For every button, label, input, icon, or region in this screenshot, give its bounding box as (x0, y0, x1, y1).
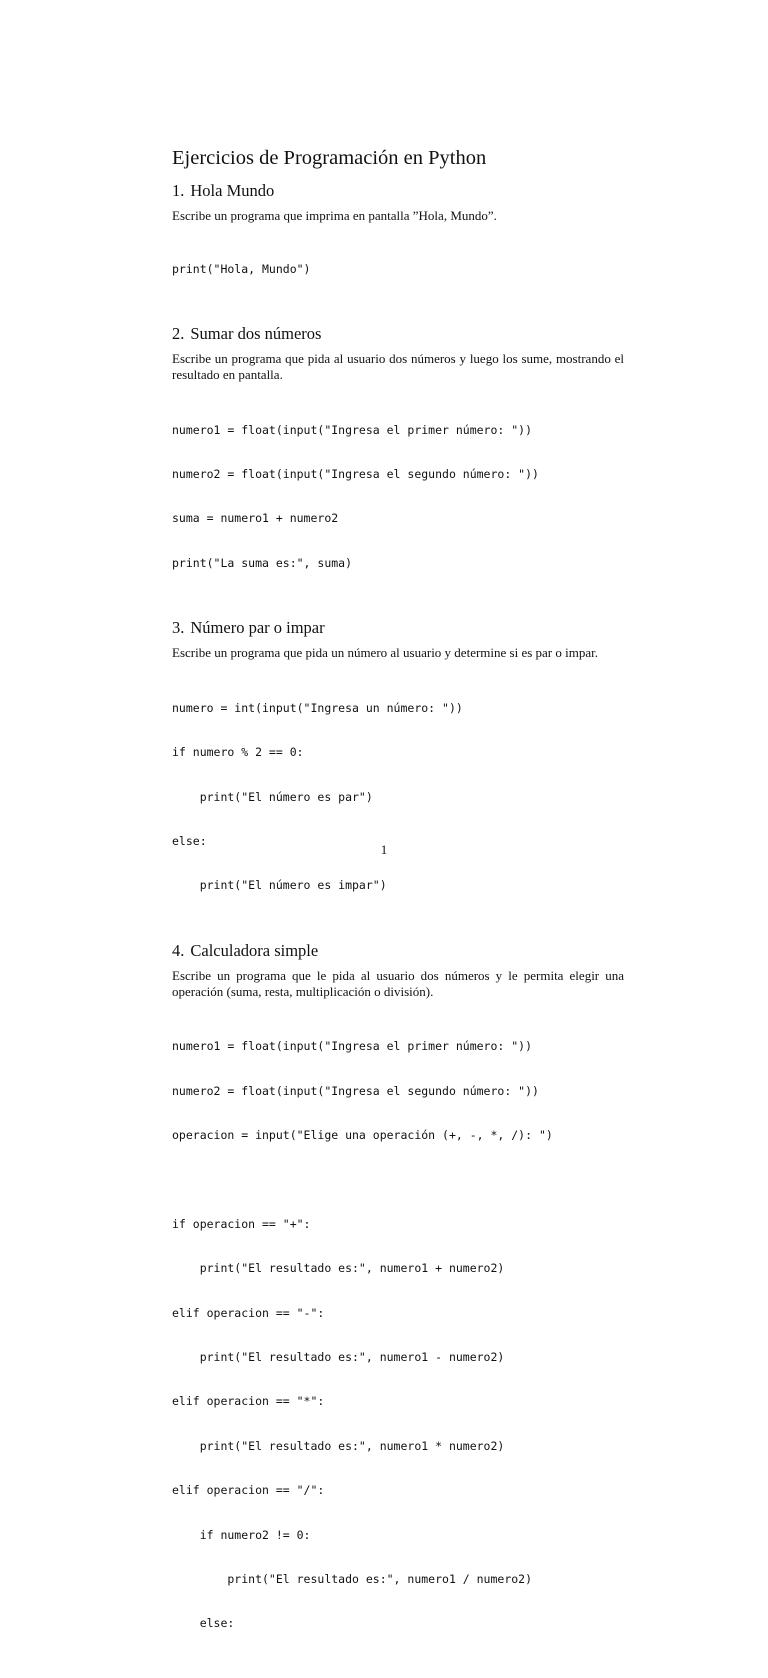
section-description: Escribe un programa que imprima en pantalla ”Hola, Mundo”. (172, 208, 497, 223)
section-heading (172, 617, 624, 639)
section-title: Hola Mundo (190, 181, 275, 200)
code-line: operacion = input("Elige una operación (+, -, *, /): ") (172, 1128, 553, 1143)
section-description: Escribe un programa que le pida al usuario dos números y le permita elegir una operación (suma, resta, multiplicación o división). (172, 967, 624, 999)
page-number: 1 (380, 842, 388, 857)
section-title: Calculadora simple (190, 940, 319, 960)
code-line: print("El resultado es:", numero1 * numero2) (172, 1438, 505, 1453)
section-heading (172, 180, 624, 202)
code-line: print("El número es impar") (172, 878, 387, 893)
code-block (172, 232, 624, 306)
code-block (172, 671, 624, 923)
code-line: elif operacion == "*": (172, 1394, 325, 1409)
code-line (172, 1172, 624, 1187)
section-description: Escribe un programa que pida al usuario dos números y luego los sume, mostrando el resultado en pantalla. (172, 350, 624, 382)
section-number: 4. (172, 940, 185, 960)
code-line: suma = numero1 + numero2 (172, 511, 339, 526)
exercise-section-4 (172, 940, 624, 1661)
code-line: elif operacion == "/": (172, 1483, 325, 1498)
section-description: Escribe un programa que pida un número al usuario y determine si es par o impar. (172, 645, 598, 661)
code-line: if numero % 2 == 0: (172, 745, 304, 760)
code-block (172, 1010, 624, 1661)
code-line: numero1 = float(input("Ingresa el primer número: ")) (172, 422, 533, 437)
code-line: print("El resultado es:", numero1 - numero2) (172, 1350, 505, 1365)
section-heading (172, 323, 624, 345)
page-content (172, 145, 624, 1678)
exercise-section-2 (172, 323, 624, 600)
code-line: print("El resultado es:", numero1 / numero2) (172, 1571, 533, 1586)
section-heading (172, 940, 624, 962)
code-block (172, 393, 624, 600)
code-line: if operacion == "+": (172, 1216, 311, 1231)
code-line: numero2 = float(input("Ingresa el segundo número: ")) (172, 1083, 539, 1098)
code-line: numero2 = float(input("Ingresa el segundo número: ")) (172, 466, 539, 481)
code-line: print("El número es par") (172, 789, 373, 804)
section-number: 2. (172, 323, 185, 343)
code-line: print("La suma es:", suma) (172, 555, 353, 570)
exercise-section-1 (172, 180, 624, 306)
section-title: Sumar dos números (190, 323, 322, 343)
code-line: elif operacion == "-": (172, 1305, 325, 1320)
code-line: print("Hola, Mundo") (172, 261, 311, 276)
section-number: 1. (172, 181, 185, 200)
code-line: numero = int(input("Ingresa un número: ")) (172, 700, 463, 715)
document-title: Ejercicios de Programación en Python (172, 147, 487, 169)
section-number: 3. (172, 618, 185, 638)
exercise-section-3 (172, 617, 624, 923)
code-line: else: (172, 1616, 235, 1631)
section-title: Número par o impar (190, 618, 325, 638)
code-line: numero1 = float(input("Ingresa el primer número: ")) (172, 1039, 533, 1054)
code-line: print("El resultado es:", numero1 + numero2) (172, 1261, 505, 1276)
code-line: if numero2 != 0: (172, 1527, 311, 1542)
code-line: else: (172, 833, 207, 848)
